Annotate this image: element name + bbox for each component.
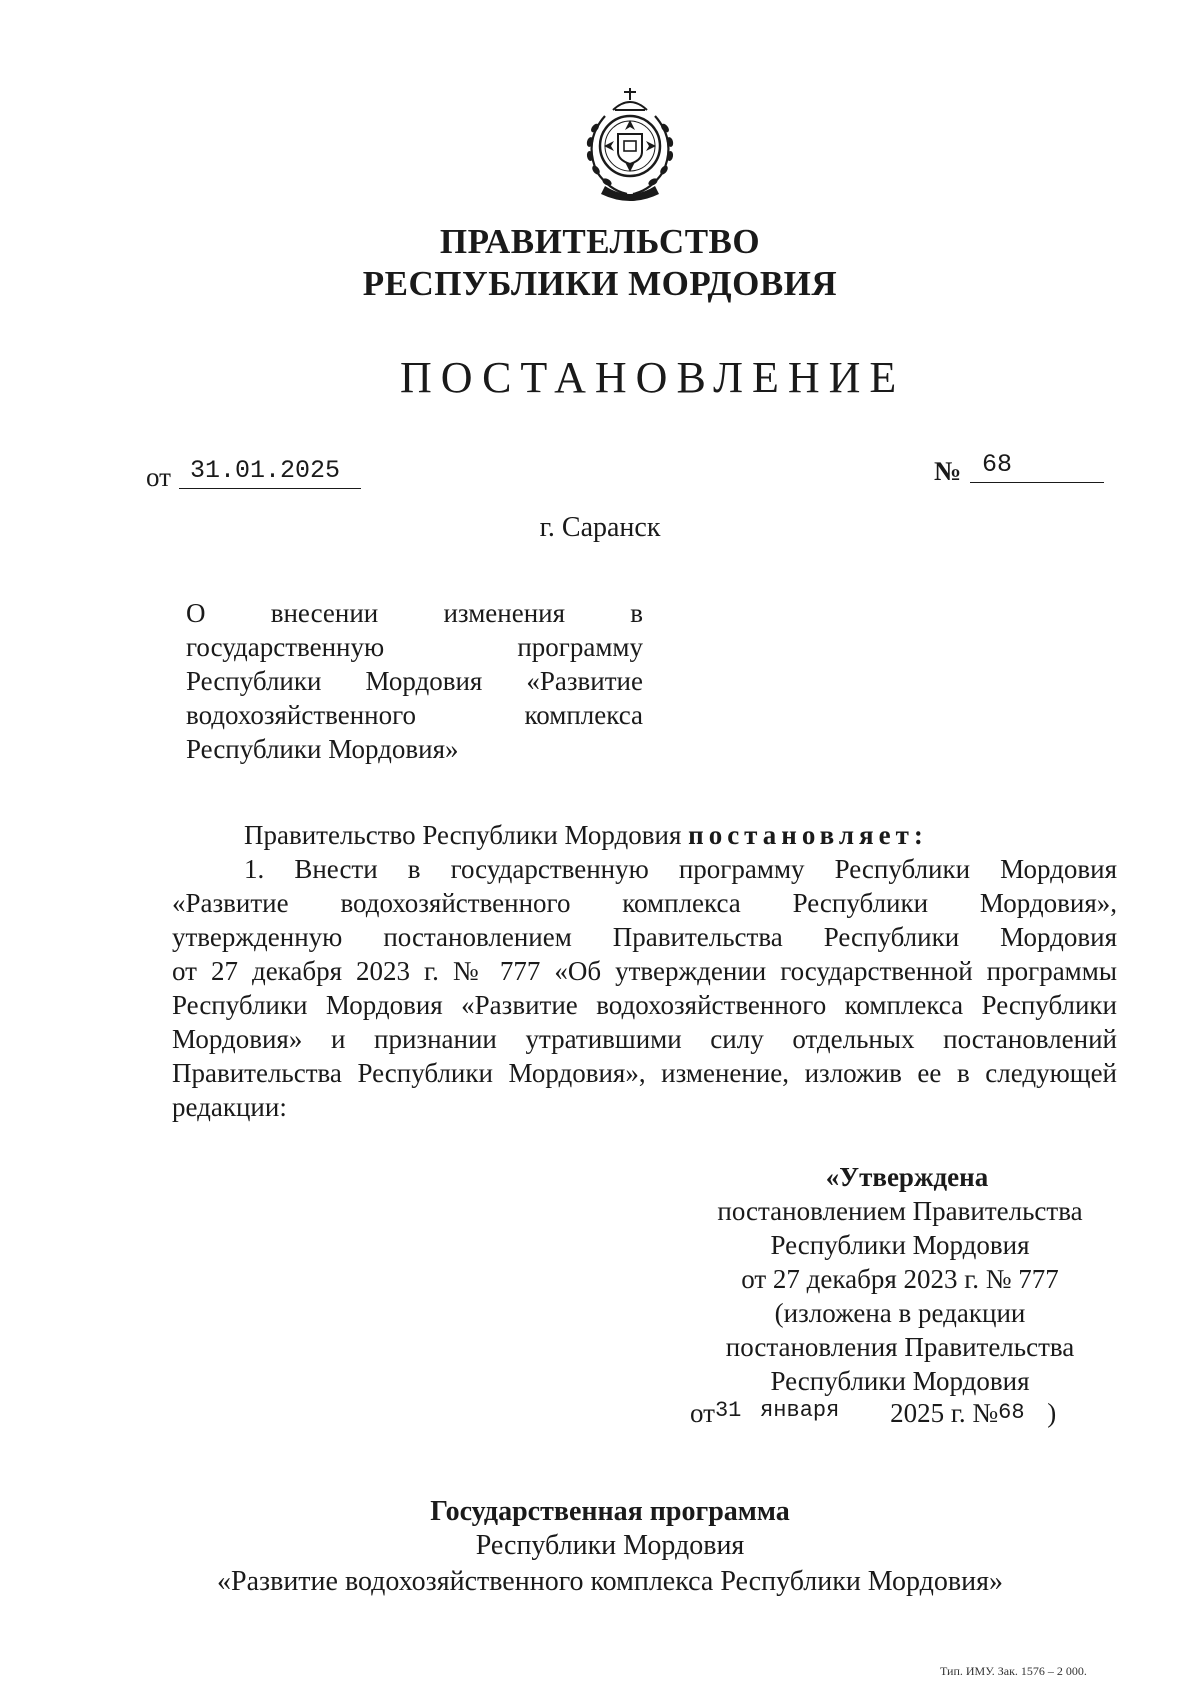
paragraph-line: Правительства Республики Мордовия», изменение, изложив ее в следующей [172,1058,1117,1088]
organization-name-line2: РЕСПУБЛИКИ МОРДОВИЯ [362,264,838,303]
approval-final-month: января [760,1398,840,1423]
paragraph-1 [172,852,1117,1124]
paragraph-line: «Развитие водохозяйственного комплекса Республики Мордовия», [172,888,1117,918]
program-line3: «Развитие водохозяйственного комплекса Республики Мордовия» [217,1566,1003,1597]
subject-line: Республики Мордовия «Развитие [186,666,643,696]
approval-line: от 27 декабря 2023 г. № 777 [741,1264,1059,1294]
number-underline [970,482,1104,483]
subject-line: О внесении изменения в [186,598,644,628]
approval-final-line [690,1398,1056,1429]
decree-intro-text: Правительство Республики Мордовия [244,820,682,850]
program-title: Государственная программа [430,1496,790,1527]
subject-line: государственную программу [186,632,643,662]
date-prefix: от [146,462,171,492]
decree-keyword: постановляет: [688,820,928,850]
approval-block [680,1160,1120,1398]
decree-intro [244,818,928,852]
paragraph-line: утвержденную постановлением Правительства Республики Мордовия [172,922,1117,952]
approval-final-day: 31 [714,1398,742,1423]
approval-final-prefix: от [690,1398,715,1428]
paragraph-line: Республики Мордовия «Развитие водохозяйственного комплекса Республики [172,990,1117,1020]
paragraph-line: Мордовия» и признании утратившими силу отдельных постановлений [172,1024,1117,1054]
approval-line: постановлением Правительства [717,1196,1083,1226]
date-underline [179,488,361,489]
coat-of-arms-icon [575,86,685,204]
date-value: 31.01.2025 [190,456,341,485]
number-prefix: № [934,456,962,486]
program-line2: Республики Мордовия [475,1530,745,1561]
subject-block [186,596,643,766]
approval-final-close: ) [1047,1398,1057,1428]
approval-line: Республики Мордовия [770,1366,1030,1396]
approval-title: «Утверждена [825,1162,989,1192]
number-value: 68 [982,450,1013,479]
city-name: г. Саранск [539,512,661,543]
approval-line: Республики Мордовия [770,1230,1030,1260]
document-type-title: ПОСТАНОВЛЕНИЕ [400,353,906,402]
approval-final-number: 68 [998,1400,1025,1425]
subject-line-last: Республики Мордовия» [186,734,459,764]
paragraph-line: от 27 декабря 2023 г. № 777 «Об утверждении государственной программы [172,956,1117,986]
organization-name-line1: ПРАВИТЕЛЬСТВО [439,222,761,261]
subject-line: водохозяйственного комплекса [186,700,643,730]
paragraph-line-last: редакции: [172,1092,287,1122]
approval-final-year: 2025 г. № [890,1398,999,1428]
approval-line: постановления Правительства [725,1332,1075,1362]
print-info: Тип. ИМУ. Зак. 1576 – 2 000. [940,1664,1087,1678]
paragraph-line: 1. Внести в государственную программу Республики Мордовия [244,854,1117,884]
approval-line: (изложена в редакции [774,1298,1026,1328]
